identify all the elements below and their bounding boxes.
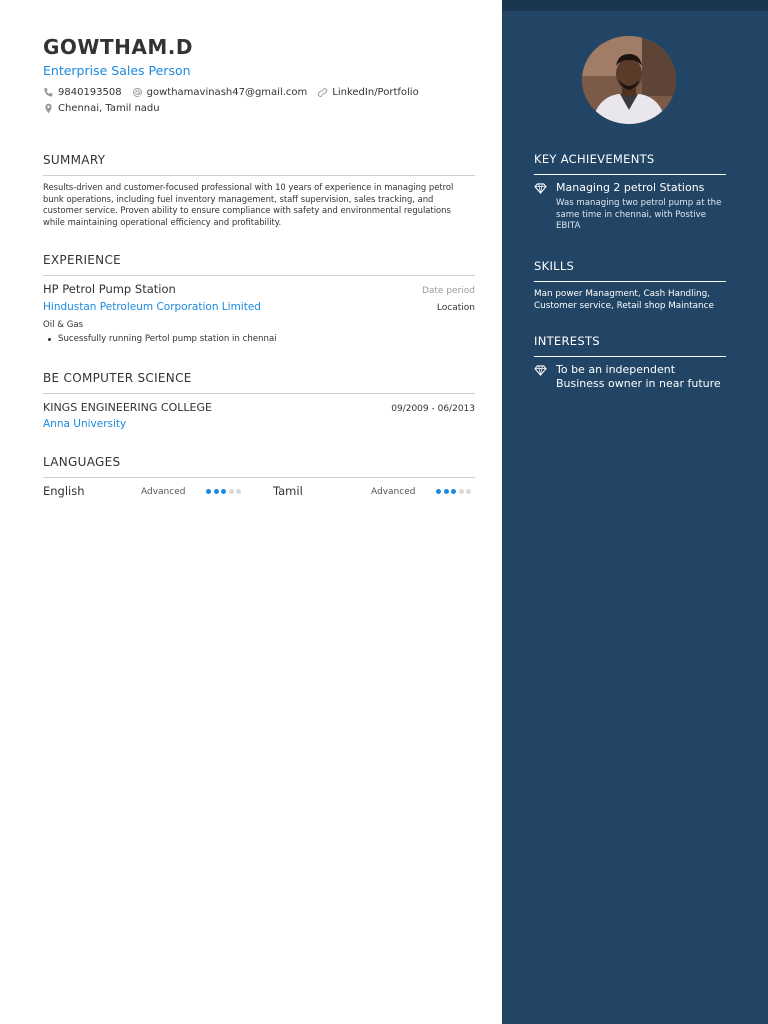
experience-title-row (43, 276, 475, 297)
experience-location: Location (436, 303, 475, 313)
proficiency-dot-filled (436, 489, 441, 494)
diamond-icon (534, 365, 547, 376)
summary-section (43, 153, 475, 228)
sidebar-content (534, 152, 726, 391)
education-section (43, 371, 475, 431)
achievement-body (556, 181, 726, 233)
phone-icon (43, 87, 54, 98)
portfolio-label: LinkedIn/Portfolio (332, 87, 419, 98)
link-icon (317, 87, 328, 98)
language-level: Advanced (371, 486, 416, 497)
interest-item (534, 363, 726, 391)
language-proficiency-dots (436, 489, 474, 494)
location-text: Chennai, Tamil nadu (58, 103, 160, 114)
experience-industry: Oil & Gas (43, 320, 84, 330)
portfolio-link[interactable] (317, 86, 418, 99)
education-school: KINGS ENGINEERING COLLEGE (43, 401, 212, 414)
contact-row (43, 86, 475, 99)
proficiency-dot-empty (459, 489, 464, 494)
at-icon (132, 87, 143, 98)
education-heading: BE COMPUTER SCIENCE (43, 371, 475, 394)
location-contact (43, 102, 160, 115)
email-address: gowthamavinash47@gmail.com (146, 87, 308, 98)
achievement-item (534, 181, 726, 233)
sidebar-top-band (502, 0, 768, 11)
language-name: Tamil (273, 484, 303, 498)
profile-photo (582, 36, 676, 124)
experience-date: Date period (421, 286, 475, 296)
experience-company-row (43, 297, 475, 314)
interests-section (534, 334, 726, 391)
avatar (582, 36, 676, 124)
experience-heading: EXPERIENCE (43, 253, 475, 276)
summary-heading: SUMMARY (43, 153, 475, 176)
language-item (43, 484, 245, 499)
language-item (273, 484, 475, 499)
education-university: Anna University (43, 418, 127, 430)
experience-position: HP Petrol Pump Station (43, 282, 176, 296)
achievement-title: Managing 2 petrol Stations (556, 181, 705, 194)
phone-contact[interactable] (43, 86, 122, 99)
languages-heading: LANGUAGES (43, 455, 475, 478)
proficiency-dot-empty (229, 489, 234, 494)
achievement-description: Was managing two petrol pump at the same time in chennai, with Postive EBITA (556, 198, 722, 231)
experience-bullet: Sucessfully running Pertol pump station in chennai (43, 334, 475, 345)
proficiency-dot-empty (236, 489, 241, 494)
proficiency-dot-filled (206, 489, 211, 494)
education-dates: 09/2009 - 06/2013 (391, 404, 475, 414)
achievements-section (534, 152, 726, 233)
location-row (43, 102, 475, 115)
experience-section (43, 253, 475, 345)
education-school-row (43, 394, 475, 415)
candidate-name: GOWTHAM.D (43, 35, 193, 59)
experience-company: Hindustan Petroleum Corporation Limited (43, 301, 261, 313)
proficiency-dot-filled (214, 489, 219, 494)
summary-text: Results-driven and customer-focused professional with 10 years of experience in managing petrol bunk operations, including fuel inventory management, staff supervision, sales tracking, and customer service. Proven ability to ensure compliance with safety and environmental regulations while maintaining operational efficiency and profitability. (43, 182, 454, 227)
proficiency-dot-empty (466, 489, 471, 494)
interest-text: To be an independent Business owner in near future (556, 362, 721, 390)
diamond-icon (534, 183, 547, 194)
location-pin-icon (43, 103, 54, 114)
languages-row (43, 484, 475, 499)
phone-number: 9840193508 (58, 87, 122, 98)
email-contact[interactable] (132, 86, 308, 99)
main-column (43, 34, 475, 498)
skills-section (534, 259, 726, 312)
language-name: English (43, 484, 85, 498)
language-proficiency-dots (206, 489, 244, 494)
proficiency-dot-filled (444, 489, 449, 494)
skills-text: Man power Managment, Cash Handling, Customer service, Retail shop Maintance (534, 288, 714, 311)
skills-heading: SKILLS (534, 259, 726, 282)
languages-section (43, 455, 475, 499)
interests-heading: INTERESTS (534, 334, 726, 357)
experience-bullets (43, 334, 475, 345)
achievements-heading: KEY ACHIEVEMENTS (534, 152, 726, 175)
language-level: Advanced (141, 486, 186, 497)
sidebar (502, 0, 768, 1024)
proficiency-dot-filled (221, 489, 226, 494)
job-title: Enterprise Sales Person (43, 63, 191, 78)
proficiency-dot-filled (451, 489, 456, 494)
